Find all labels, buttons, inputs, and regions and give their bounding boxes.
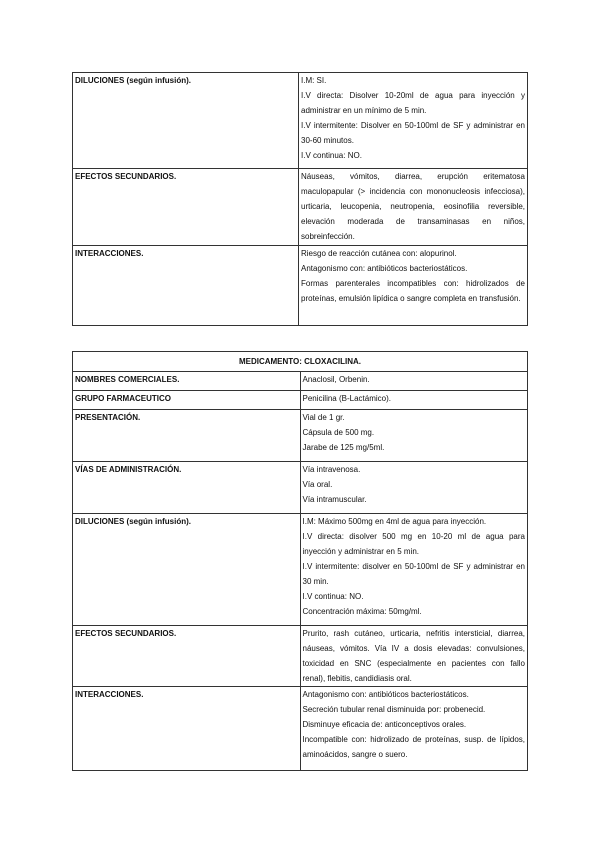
value-line: Formas parenterales incompatibles con: hidrolizados de proteínas, emulsión lipídica o sangre completa en transfusión. (301, 279, 525, 303)
value-line: I.V continua: NO. (301, 151, 362, 160)
value-line: I.M: SI. (301, 76, 327, 85)
row-label: INTERACCIONES. (73, 246, 299, 326)
row-value (299, 246, 528, 326)
value-line: I.V directa: Disolver 10-20ml de agua para inyección y administrar en un mínimo de 5 min. (301, 91, 525, 115)
value-line: Concentración máxima: 50mg/ml. (302, 607, 422, 616)
row-value (300, 410, 528, 462)
row-value (300, 372, 528, 391)
table-row (73, 169, 528, 246)
value-line: I.M: Máximo 500mg en 4ml de agua para inyección. (302, 517, 487, 526)
row-value (299, 73, 528, 169)
table-row (73, 462, 528, 514)
row-label: EFECTOS SECUNDARIOS. (73, 626, 301, 687)
value-line: Jarabe de 125 mg/5ml. (302, 443, 385, 452)
row-label: INTERACCIONES. (73, 687, 301, 771)
row-value (300, 626, 528, 687)
value-line: Penicilina (B-Lactámico). (302, 394, 391, 403)
value-line: Náuseas, vómitos, diarrea, erupción eritematosa maculopapular (> incidencia con mononucleosis infecciosa), urticaria, leucopenia, neutropenia, eosinofilia reversible, elevación moderada de transaminasas en niños, sobreinfección. (301, 172, 525, 241)
table-row (73, 391, 528, 410)
row-label: DILUCIONES (según infusión). (73, 73, 299, 169)
row-label: NOMBRES COMERCIALES. (73, 372, 301, 391)
table-row (73, 687, 528, 771)
value-line: Antagonismo con: antibióticos bacteriostáticos. (302, 690, 469, 699)
row-value (300, 391, 528, 410)
row-label: PRESENTACIÓN. (73, 410, 301, 462)
value-line: Cápsula de 500 mg. (302, 428, 375, 437)
table-row (73, 514, 528, 626)
value-line: Incompatible con: hidrolizado de proteínas, susp. de lípidos, aminoácidos, sangre o suero. (302, 735, 525, 759)
table-row (73, 626, 528, 687)
table-row (73, 73, 528, 169)
value-line: I.V continua: NO. (302, 592, 364, 601)
row-label: EFECTOS SECUNDARIOS. (73, 169, 299, 246)
medication-title: MEDICAMENTO: CLOXACILINA. (73, 352, 528, 372)
drug-table-1 (72, 72, 528, 326)
row-value (300, 514, 528, 626)
table-title-row (73, 352, 528, 372)
row-label: GRUPO FARMACEUTICO (73, 391, 301, 410)
value-line: Prurito, rash cutáneo, urticaria, nefritis intersticial, diarrea, náuseas, vómitos. Vía IV a dosis elevadas: convulsiones, toxicidad en SNC (especialmente en pacientes con fallo renal), flebitis, candidiasis oral. (302, 629, 525, 683)
value-line: I.V directa: disolver 500 mg en 10-20 ml de agua para inyección y administrar en 5 min. (302, 532, 525, 556)
row-value (300, 687, 528, 771)
value-line: Antagonismo con: antibióticos bacteriostáticos. (301, 264, 468, 273)
value-line: Vía intravenosa. (302, 465, 361, 474)
row-label: DILUCIONES (según infusión). (73, 514, 301, 626)
value-line: Vía intramuscular. (302, 495, 367, 504)
table-row (73, 372, 528, 391)
value-line: Anaclosil, Orbenin. (302, 375, 370, 384)
value-line: I.V intermitente: Disolver en 50-100ml de SF y administrar en 30-60 minutos. (301, 121, 525, 145)
value-line: Riesgo de reacción cutánea con: alopurinol. (301, 249, 457, 258)
row-value (299, 169, 528, 246)
drug-table-2 (72, 351, 528, 771)
row-value (300, 462, 528, 514)
value-line: Vial de 1 gr. (302, 413, 345, 422)
value-line: I.V intermitente: disolver en 50-100ml de SF y administrar en 30 min. (302, 562, 525, 586)
table-row (73, 246, 528, 326)
value-line: Secreción tubular renal disminuida por: probenecid. (302, 705, 486, 714)
value-line: Disminuye eficacia de: anticonceptivos orales. (302, 720, 467, 729)
row-label: VÍAS DE ADMINISTRACIÓN. (73, 462, 301, 514)
table-row (73, 410, 528, 462)
value-line: Vía oral. (302, 480, 333, 489)
